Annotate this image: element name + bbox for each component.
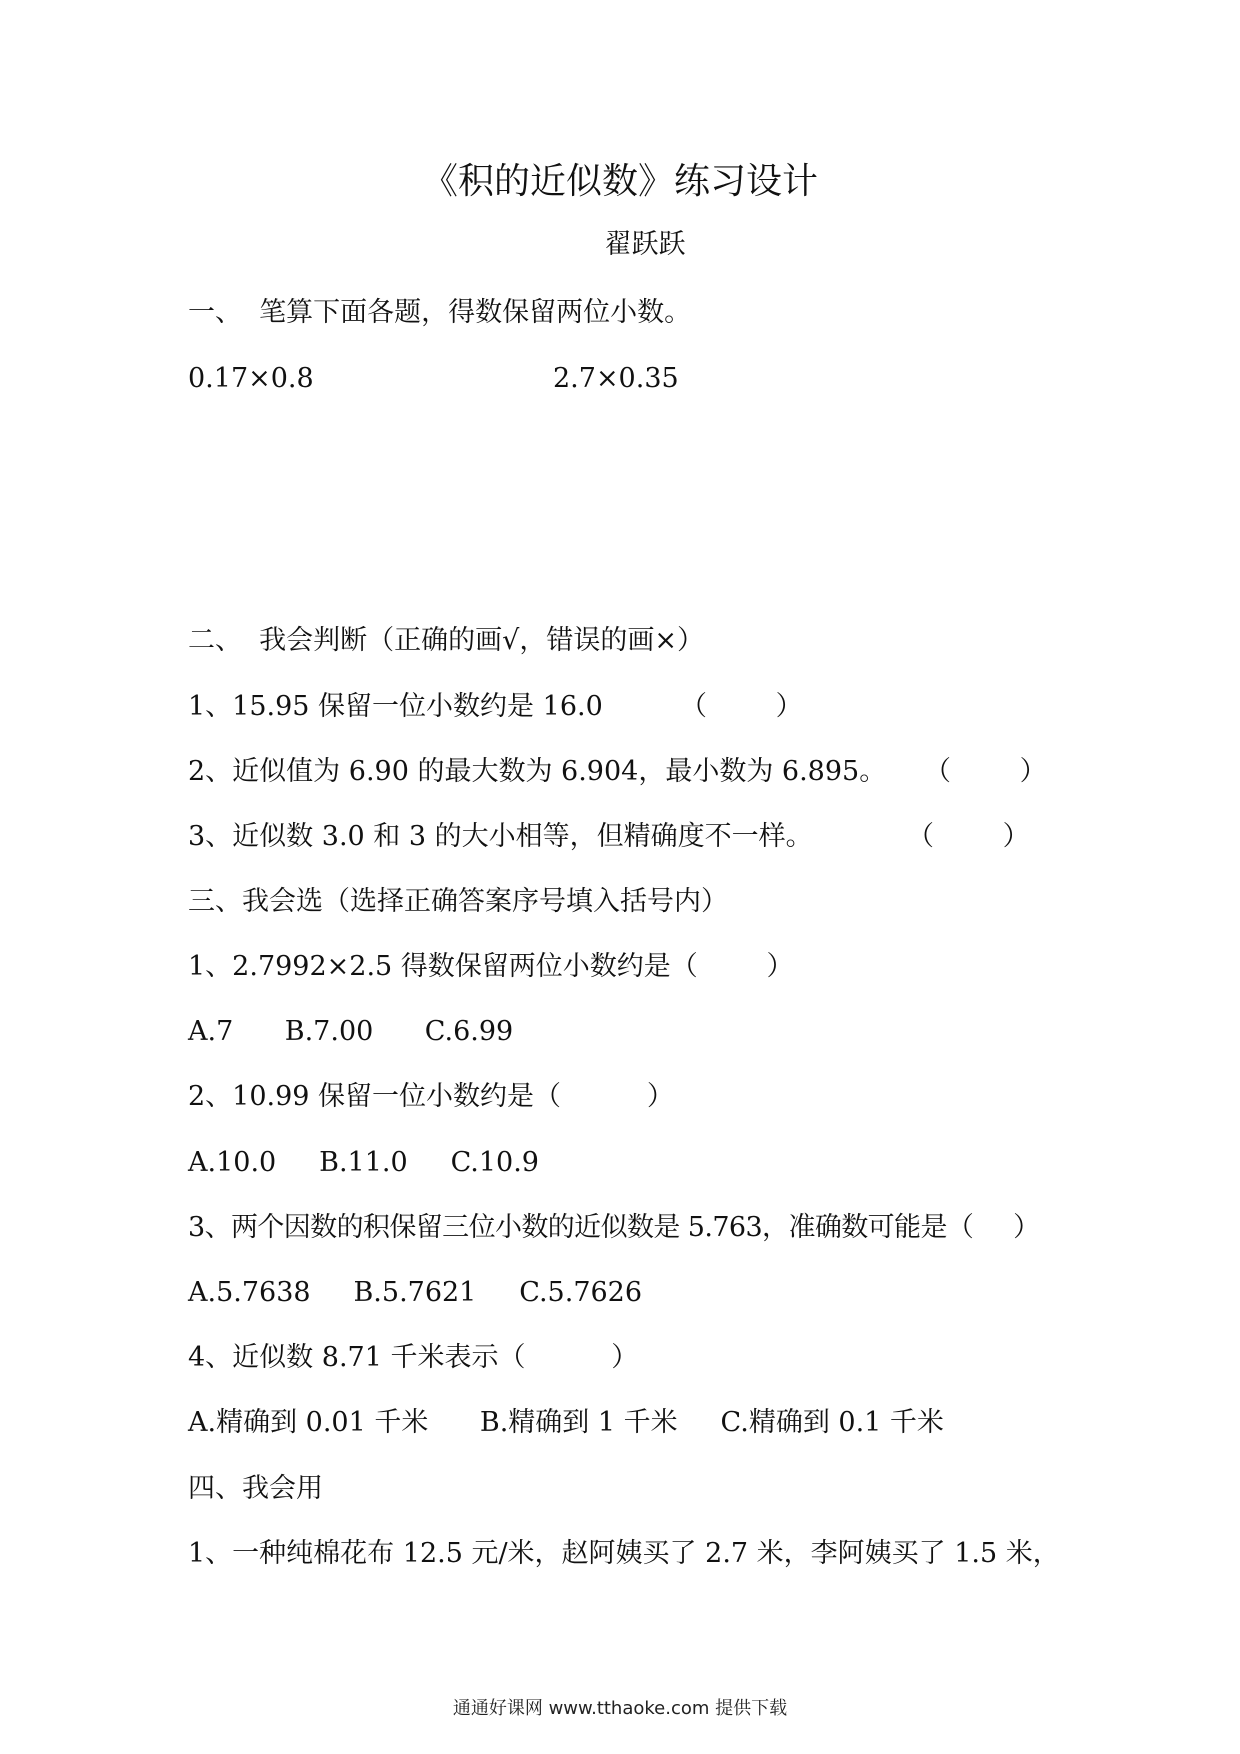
judge-item-2: 2、近似值为 6.90 的最大数为 6.904，最小数为 6.895。 [188, 756, 887, 787]
application-item-1: 1、一种纯棉花布 12.5 元/米，赵阿姨买了 2.7 米，李阿姨买了 1.5 米， [188, 1538, 1060, 1569]
choice-question-3-options: A.5.7638 B.5.7621 C.5.7626 [188, 1277, 643, 1308]
choice-question-2-options: A.10.0 B.11.0 C.10.9 [188, 1147, 539, 1178]
section2-heading: 二、 我会判断（正确的画√，错误的画×） [188, 625, 704, 656]
section1-problem1: 0.17×0.8 [188, 363, 314, 394]
judge-item-1: 1、15.95 保留一位小数约是 16.0 [188, 691, 603, 722]
choice-question-1: 1、2.7992×2.5 得数保留两位小数约是（ ） [188, 951, 794, 982]
judge-item-3: 3、近似数 3.0 和 3 的大小相等，但精确度不一样。 [188, 821, 813, 852]
choice-question-2: 2、10.99 保留一位小数约是（ ） [188, 1081, 674, 1112]
judge-item-3-answer-paren: （ ） [907, 821, 1030, 852]
footer-source: 通通好课网 www.tthaoke.com 提供下载 [452, 1698, 788, 1719]
judge-item-1-answer-paren: （ ） [680, 691, 803, 722]
section3-heading: 三、我会选（选择正确答案序号填入括号内） [188, 886, 728, 917]
page-title: 《积的近似数》练习设计 [421, 161, 818, 202]
author-name: 翟跃跃 [604, 229, 686, 260]
judge-item-2-answer-paren: （ ） [924, 756, 1047, 787]
choice-question-4: 4、近似数 8.71 千米表示（ ） [188, 1342, 639, 1373]
section4-heading: 四、我会用 [188, 1473, 323, 1504]
section1-problem2: 2.7×0.35 [553, 363, 679, 394]
choice-question-3: 3、两个因数的积保留三位小数的近似数是 5.763，准确数可能是（ ） [188, 1212, 1040, 1243]
choice-question-1-options: A.7 B.7.00 C.6.99 [188, 1016, 514, 1047]
choice-question-4-options: A.精确到 0.01 千米 B.精确到 1 千米 C.精确到 0.1 千米 [188, 1407, 944, 1438]
section1-heading: 一、 笔算下面各题，得数保留两位小数。 [188, 297, 692, 328]
